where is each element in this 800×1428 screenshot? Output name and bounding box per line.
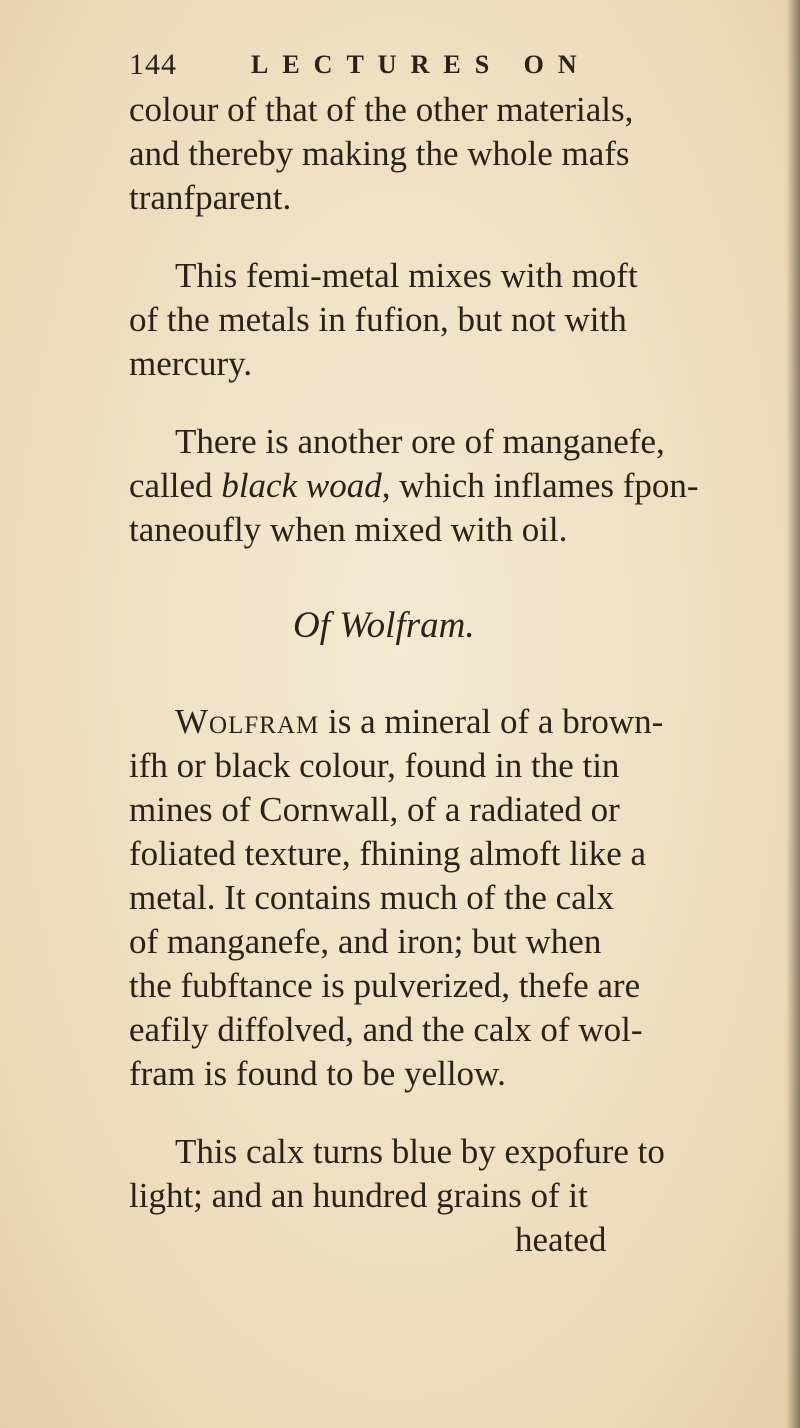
paragraph-2 [129, 254, 749, 386]
text-block [129, 40, 749, 1262]
text-line [129, 464, 749, 508]
text-line: fram is found to be yellow. [129, 1054, 506, 1093]
text-run: , which inflames fpon- [381, 466, 699, 505]
text-line: colour of that of the other materials, [129, 90, 634, 129]
catchword: heated [515, 1220, 607, 1259]
page-number: 144 [129, 48, 177, 81]
text-line: taneoufly when mixed with oil. [129, 510, 568, 549]
text-line: This calx turns blue by expofure to [175, 1132, 665, 1171]
text-line: This femi-metal mixes with moft [175, 256, 638, 295]
text-line: There is another ore of manganefe, [175, 422, 665, 461]
text-line: tranfparent. [129, 178, 292, 217]
text-line: of the metals in fufion, but not with [129, 300, 627, 339]
page-edge-shadow [786, 0, 800, 1428]
text-run: called [129, 466, 222, 505]
text-line: metal. It contains much of the calx [129, 878, 614, 917]
running-head: LECTURES ON [251, 50, 591, 79]
text-line: of manganefe, and iron; but when [129, 922, 602, 961]
paragraph-final [129, 1130, 749, 1218]
text-line: foliated texture, fhining almoft like a [129, 834, 647, 873]
lead-word: Wolfram [175, 702, 320, 741]
text-line: and thereby making the whole mafs [129, 134, 630, 173]
text-line: mercury. [129, 344, 253, 383]
text-line [129, 700, 749, 744]
paragraph-1 [129, 88, 749, 220]
section-heading: Of Wolfram. [293, 605, 475, 646]
paragraph-wolfram [129, 700, 749, 1096]
text-run: is a mineral of a brown- [319, 702, 664, 741]
text-line: eafily diffolved, and the calx of wol- [129, 1010, 643, 1049]
page-header [129, 40, 749, 88]
text-line: ifh or black colour, found in the tin [129, 746, 620, 785]
italic-term: black woad [221, 466, 382, 505]
paragraph-3 [129, 420, 749, 552]
text-line: light; and an hundred grains of it [129, 1176, 588, 1215]
text-line: mines of Cornwall, of a radiated or [129, 790, 620, 829]
text-line: the fubftance is pulverized, thefe are [129, 966, 641, 1005]
